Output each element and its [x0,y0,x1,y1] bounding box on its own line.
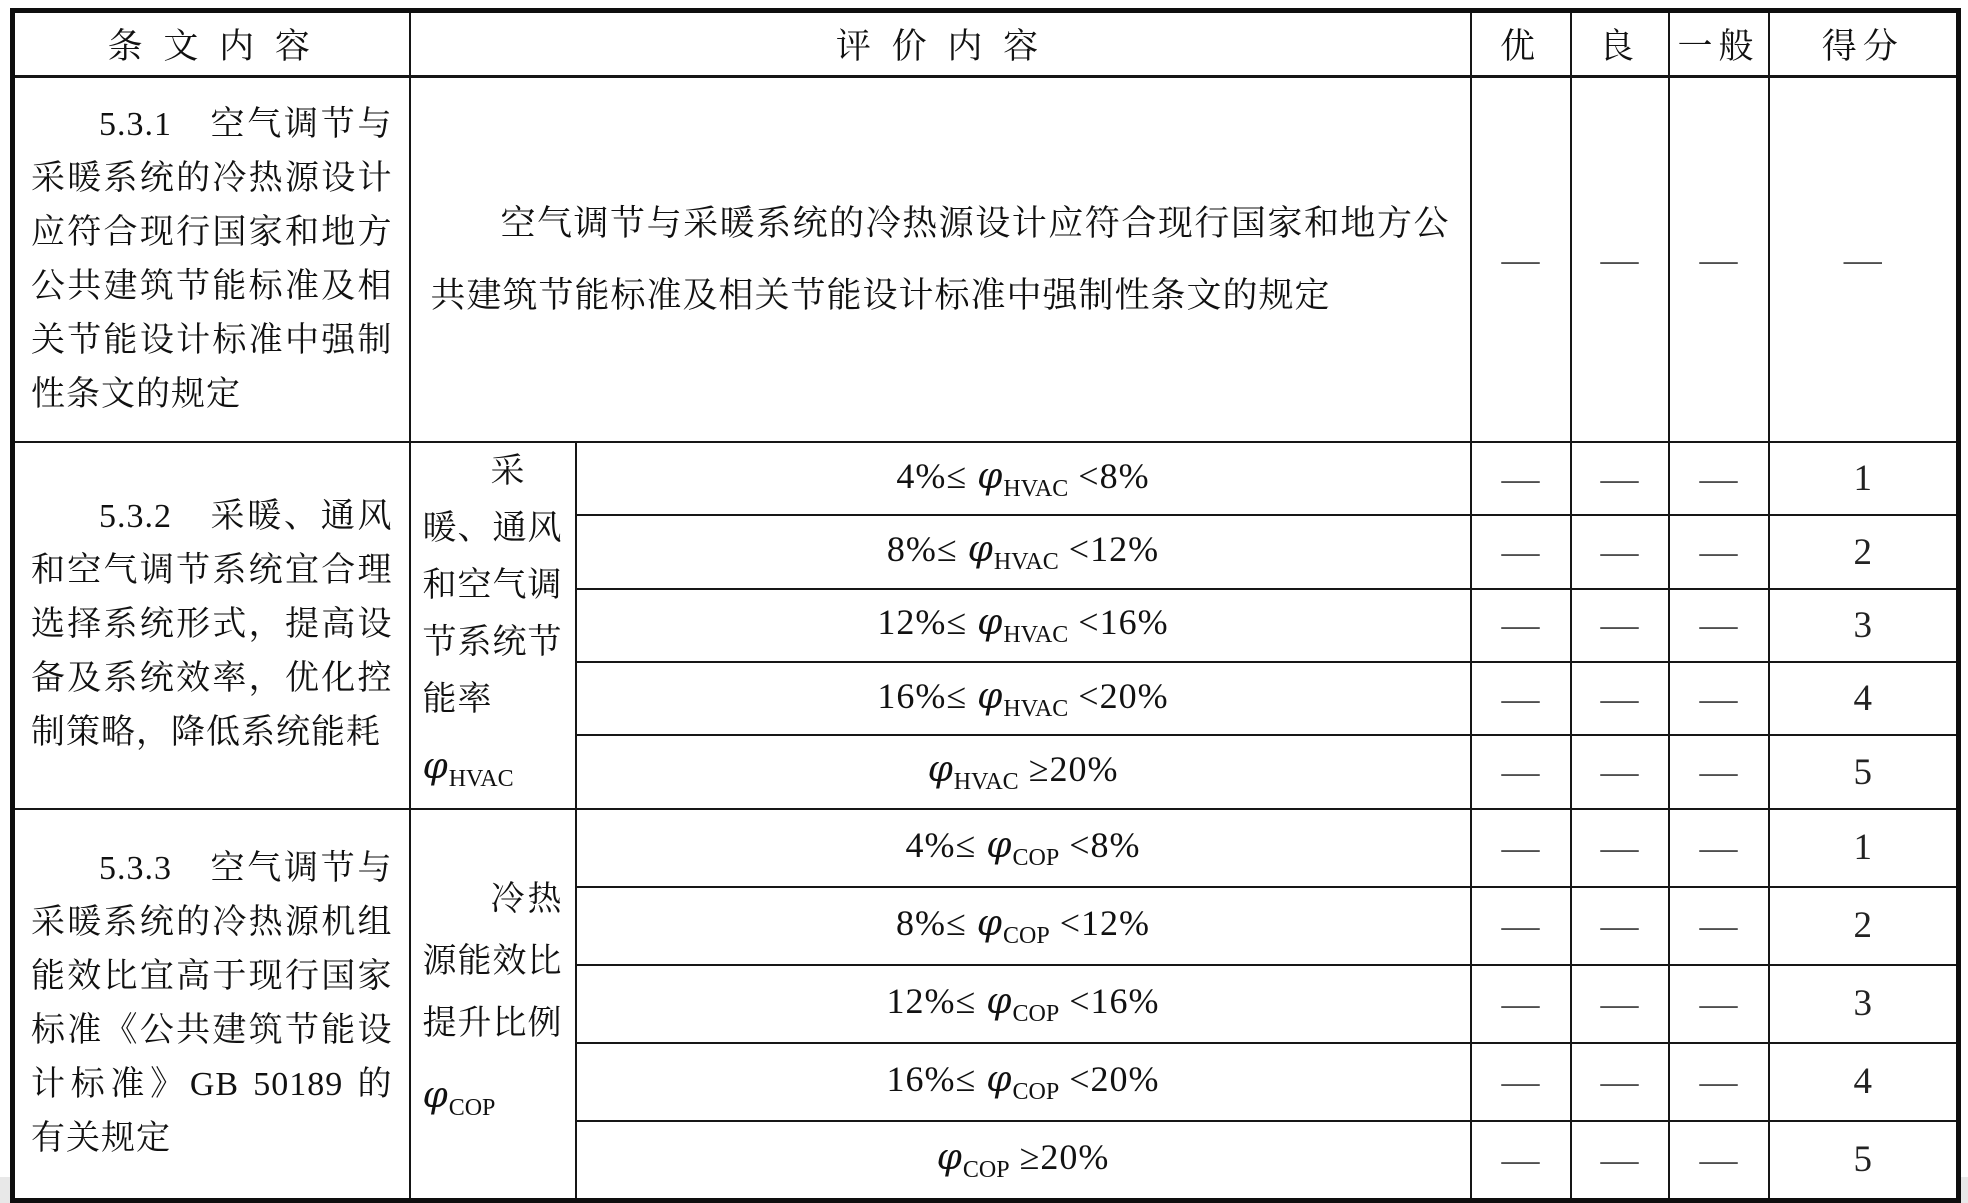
mark-cell-good: — [1571,735,1669,808]
phi-symbol: φ [977,675,1004,717]
sublabel-cell-5.3.3 [410,809,576,1201]
row-5.3.3-1 [13,809,1959,887]
sublabel-text: 冷热源能效比提升比例 $\varphi_{COP}$ [411,869,575,1139]
criterion-cell [576,735,1471,808]
score-cell: 5 [1769,735,1959,808]
phi-symbol: φ [936,1136,963,1178]
table-body [13,77,1959,1201]
score-cell: 2 [1769,887,1959,965]
criterion-formula: $16\%\le \varphi_{COP} <20\%$ [886,1058,1160,1105]
criterion-cell [576,1121,1471,1201]
mark-cell-excellent: — [1471,1121,1571,1201]
sublabel-symbol [423,738,563,808]
criterion-cell [576,662,1471,735]
criterion-cell [576,589,1471,662]
score-cell: 4 [1769,662,1959,735]
article-cell-5.3.3 [13,809,410,1201]
score-cell: 4 [1769,1043,1959,1121]
mark-cell-average: — [1669,442,1769,515]
criterion-formula: $\varphi_{COP} \ge 20\%$ [936,1136,1110,1183]
sublabel-cell-5.3.2 [410,442,576,809]
mark-cell-average: — [1669,887,1769,965]
mark-cell-excellent: — [1471,662,1571,735]
header-excellent: 优 [1471,11,1571,77]
criterion-formula: $12\%\le \varphi_{COP} <16\%$ [886,980,1160,1027]
table-header [13,11,1959,77]
criterion-formula: $12\%\le \varphi_{HVAC} <16\%$ [877,602,1169,649]
criterion-formula: $\varphi_{HVAC} \ge 20\%$ [927,749,1119,796]
mark-cell-good: — [1571,965,1669,1043]
criterion-formula: $4\%\le \varphi_{COP} <8\%$ [905,824,1141,871]
phi-symbol: φ [977,455,1004,497]
article-text: 5.3.1 空气调节与采暖系统的冷热源设计应符合现行国家和地方公共建筑节能标准及相关节能设计标准中强制性条文的规定 [31,105,393,413]
evaluation-text: 空气调节与采暖系统的冷热源设计应符合现行国家和地方公共建筑节能标准及相关节能设计标准中强制性条文的规定 [430,203,1450,315]
mark-cell-excellent: — [1471,442,1571,515]
mark-cell-good: — [1571,662,1669,735]
criterion-formula: $8\%\le \varphi_{HVAC} <12\%$ [886,528,1160,576]
criterion-formula: $8\%\le \varphi_{COP} <12\%$ [896,902,1150,949]
score-cell: 3 [1769,589,1959,662]
mark-cell-excellent: — [1471,589,1571,662]
mark-cell-average: — [1669,662,1769,735]
criterion-cell [576,515,1471,588]
mark-cell-good: — [1571,887,1669,965]
mark-cell-average: — [1669,809,1769,887]
mark-cell-average: — [1669,735,1769,808]
phi-subscript: COP [448,1094,496,1121]
criterion-cell [576,1043,1471,1121]
article-text: 5.3.3 空气调节与采暖系统的冷热源机组能效比宜高于现行国家标准《公共建筑节能设计标准》GB 50189 的有关规定 [31,849,393,1157]
criterion-cell [576,965,1471,1043]
mark-cell-good: — [1571,1043,1669,1121]
mark-cell-average: — [1669,965,1769,1043]
phi-symbol: φ [977,602,1004,644]
article-cell-5.3.2 [13,442,410,809]
phi-subscript: COP [962,1156,1010,1183]
phi-symbol: φ [422,746,449,787]
mark-cell-good: — [1571,1121,1669,1201]
mark-cell-good: — [1571,809,1669,887]
phi-subscript: COP [1003,922,1050,949]
header-score: 得分 [1769,11,1959,77]
phi-subscript: HVAC [953,769,1019,796]
phi-subscript: COP [1012,844,1060,871]
criterion-cell [576,442,1471,515]
mark-cell-average: — [1669,515,1769,588]
mark-cell-excellent: — [1471,515,1571,588]
mark-cell-average: — [1669,1043,1769,1121]
phi-symbol: φ [422,1074,449,1116]
score-cell: 1 [1769,809,1959,887]
header-evaluation: 评 价 内 容 [410,11,1471,77]
phi-subscript: HVAC [1003,622,1069,649]
mark-cell-good: — [1571,589,1669,662]
phi-subscript: HVAC [1003,475,1069,502]
score-cell: — [1769,77,1959,443]
article-text: 5.3.2 采暖、通风和空气调节系统宜合理选择系统形式，提高设备及系统效率，优化控制策略，降低系统能耗 [31,498,393,752]
mark-cell-excellent: — [1471,965,1571,1043]
header-article: 条 文 内 容 [13,11,410,77]
sublabel-symbol [423,1065,563,1139]
mark-cell-good: — [1571,515,1669,588]
phi-symbol: φ [986,824,1013,866]
phi-symbol: φ [976,902,1003,944]
mark-cell-excellent: — [1471,1043,1571,1121]
phi-subscript: HVAC [1003,695,1069,722]
score-cell: 2 [1769,515,1959,588]
mark-cell-average: — [1669,589,1769,662]
mark-cell-good: — [1571,77,1669,443]
article-cell-5.3.1 [13,77,410,443]
evaluation-cell-5.3.1 [410,77,1471,443]
phi-symbol: φ [986,1058,1013,1100]
mark-cell-average: — [1669,1121,1769,1201]
mark-cell-excellent: — [1471,887,1571,965]
row-5.3.1 [13,77,1959,443]
criterion-cell [576,809,1471,887]
mark-cell-good: — [1571,442,1669,515]
phi-symbol: φ [927,749,954,791]
phi-symbol: φ [986,980,1013,1022]
phi-subscript: HVAC [448,765,514,792]
score-cell: 1 [1769,442,1959,515]
header-good: 良 [1571,11,1669,77]
phi-subscript: COP [1012,1078,1060,1105]
mark-cell-average: — [1669,77,1769,443]
criterion-formula: $16\%\le \varphi_{HVAC} <20\%$ [877,675,1169,722]
phi-subscript: COP [1012,1000,1060,1027]
phi-subscript: HVAC [993,549,1059,576]
row-5.3.2-1 [13,442,1959,515]
score-cell: 5 [1769,1121,1959,1201]
mark-cell-excellent: — [1471,809,1571,887]
header-average: 一般 [1669,11,1769,77]
sublabel-text: 采暖、通风和空气调节系统节能率 $\varphi_{HVAC}$ [411,443,575,808]
phi-symbol: φ [967,528,994,570]
header-row [13,11,1959,77]
criterion-cell [576,887,1471,965]
criterion-formula: $4\%\le \varphi_{HVAC} <8\%$ [896,455,1150,502]
mark-cell-excellent: — [1471,77,1571,443]
score-cell: 3 [1769,965,1959,1043]
evaluation-table [10,8,1961,1203]
mark-cell-excellent: — [1471,735,1571,808]
